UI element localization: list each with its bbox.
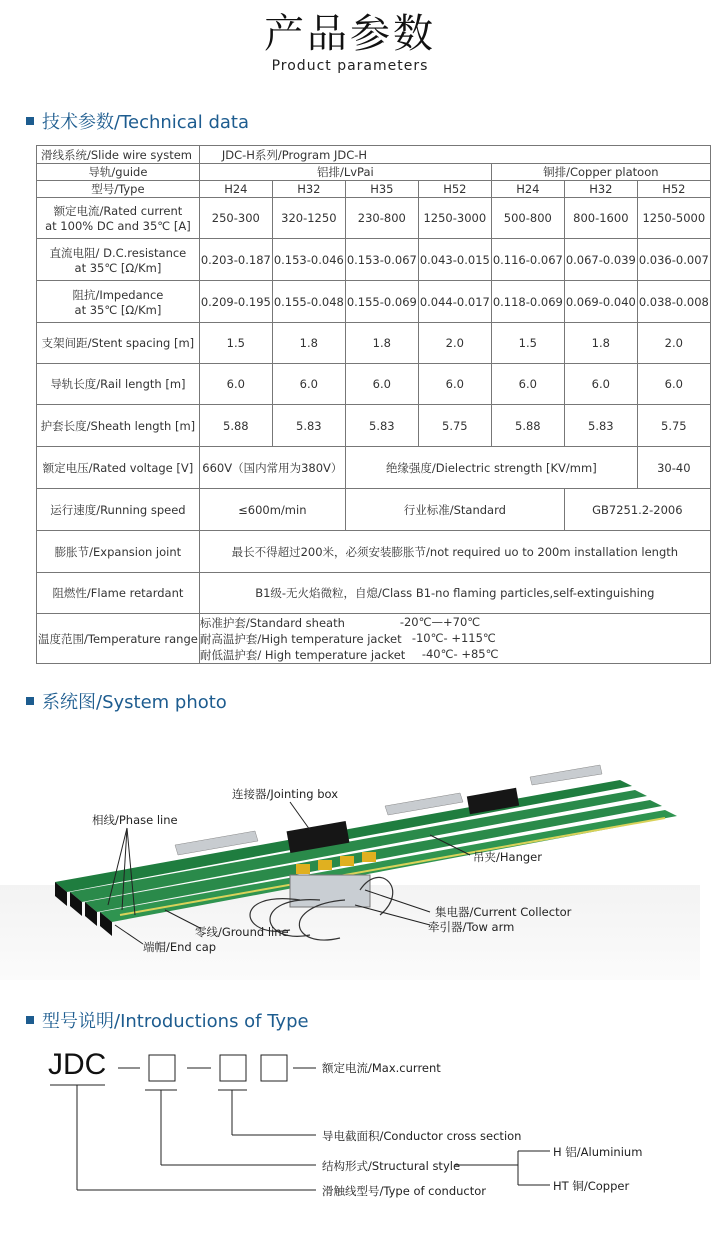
label-current-collector: 集电器/Current Collector — [435, 905, 572, 919]
table-cell: H32 — [272, 181, 345, 198]
table-row — [37, 489, 711, 531]
row-label: at 100% DC and 35℃ [A] — [45, 219, 191, 233]
label-phase-line: 相线/Phase line — [92, 813, 178, 827]
table-cell — [37, 281, 200, 323]
table-cell: 1.8 — [272, 323, 345, 364]
table-cell: H24 — [199, 181, 272, 198]
table-cell: 0.153-0.046 — [272, 239, 345, 281]
table-row — [37, 447, 711, 489]
table-cell: 0.067-0.039 — [564, 239, 637, 281]
table-cell: 0.155-0.069 — [345, 281, 418, 323]
row-label: 直流电阻/ D.C.resistance — [49, 245, 187, 260]
table-cell: 660V（国内常用为380V） — [199, 447, 345, 489]
table-cell: ≤600m/min — [199, 489, 345, 531]
label-tow-arm: 牵引器/Tow arm — [428, 920, 515, 934]
section-technical-data — [26, 108, 249, 134]
table-cell: 2.0 — [418, 323, 491, 364]
table-cell: 1.5 — [491, 323, 564, 364]
bullet-square-icon — [26, 697, 34, 705]
table-cell: 滑线系统/Slide wire system — [37, 146, 200, 164]
technical-data-table — [36, 145, 711, 664]
table-cell: H24 — [491, 181, 564, 198]
table-cell: 0.036-0.007 — [637, 239, 710, 281]
table-row — [37, 573, 711, 614]
row-label: 阻抗/Impedance — [72, 287, 164, 302]
table-cell — [199, 614, 710, 664]
table-cell: 0.153-0.067 — [345, 239, 418, 281]
table-cell: 0.043-0.015 — [418, 239, 491, 281]
table-row — [37, 405, 711, 447]
table-row — [37, 164, 711, 181]
label-ground-line: 零线/Ground line — [195, 925, 289, 939]
table-cell: 5.75 — [418, 405, 491, 447]
table-cell: 230-800 — [345, 198, 418, 239]
table-row — [37, 198, 711, 239]
table-cell: 30-40 — [637, 447, 710, 489]
table-cell: H32 — [564, 181, 637, 198]
row-label: at 35℃ [Ω/Km] — [74, 302, 162, 317]
temp-range: -20℃—+70℃ — [399, 614, 481, 629]
system-photo — [0, 740, 700, 980]
table-cell: 1250-3000 — [418, 198, 491, 239]
page-title: 产品参数 — [264, 11, 436, 57]
label-jointing-box: 连接器/Jointing box — [232, 787, 339, 801]
page-subtitle: Product parameters — [271, 58, 429, 74]
row-label: at 35℃ [Ω/Km] — [74, 260, 162, 275]
label-hanger: 吊夹/Hanger — [473, 850, 542, 864]
label-copper: HT 铜/Copper — [553, 1179, 630, 1193]
temp-range: -10℃- +115℃ — [411, 630, 496, 645]
table-cell: 0.044-0.017 — [418, 281, 491, 323]
label-conductor-cross-section: 导电截面积/Conductor cross section — [322, 1129, 522, 1143]
table-row — [37, 364, 711, 405]
table-cell: H35 — [345, 181, 418, 198]
table-cell: 铜排/Copper platoon — [491, 164, 710, 181]
table-cell: 0.116-0.067 — [491, 239, 564, 281]
table-cell: 0.209-0.195 — [199, 281, 272, 323]
table-cell: 支架间距/Stent spacing [m] — [37, 323, 200, 364]
table-cell: 最长不得超过200米，必须安装膨胀节/not required uo to 200m installation length — [199, 531, 710, 573]
temp-line — [200, 631, 709, 647]
table-cell: 运行速度/Running speed — [37, 489, 200, 531]
type-code-diagram — [0, 1040, 700, 1240]
table-cell: 导轨长度/Rail length [m] — [37, 364, 200, 405]
table-cell: 5.88 — [199, 405, 272, 447]
table-cell: 6.0 — [345, 364, 418, 405]
table-cell: 膨胀节/Expansion joint — [37, 531, 200, 573]
bullet-square-icon — [26, 117, 34, 125]
table-cell — [37, 239, 200, 281]
temp-name: 标准护套/Standard sheath — [199, 615, 345, 630]
table-row — [37, 146, 711, 164]
section-technical-title: 技术参数/Technical data — [42, 112, 249, 133]
table-cell: B1级-无火焰微粒，自熄/Class B1-no flaming particles,self-extinguishing — [199, 573, 710, 614]
table-cell: 额定电压/Rated voltage [V] — [37, 447, 200, 489]
table-cell: 1250-5000 — [637, 198, 710, 239]
section-system-title: 系统图/System photo — [42, 692, 227, 713]
table-cell: 温度范围/Temperature range — [37, 614, 200, 664]
table-cell: 0.118-0.069 — [491, 281, 564, 323]
table-cell: 1.8 — [564, 323, 637, 364]
busbar-illustration — [0, 740, 700, 980]
table-row — [37, 614, 711, 664]
table-cell: 绝缘强度/Dielectric strength [KV/mm] — [345, 447, 637, 489]
table-cell: 护套长度/Sheath length [m] — [37, 405, 200, 447]
table-cell: 阻燃性/Flame retardant — [37, 573, 200, 614]
table-cell: 5.83 — [345, 405, 418, 447]
table-cell: 铝排/LvPai — [199, 164, 491, 181]
table-cell: 行业标准/Standard — [345, 489, 564, 531]
table-cell: 250-300 — [199, 198, 272, 239]
table-cell: 导轨/guide — [37, 164, 200, 181]
table-cell: 5.83 — [564, 405, 637, 447]
label-structural-style: 结构形式/Structural style — [322, 1159, 461, 1173]
table-cell: 0.069-0.040 — [564, 281, 637, 323]
table-cell: 0.038-0.008 — [637, 281, 710, 323]
table-cell: 6.0 — [199, 364, 272, 405]
table-cell: H52 — [418, 181, 491, 198]
table-cell: 2.0 — [637, 323, 710, 364]
label-max-current: 额定电流/Max.current — [322, 1061, 441, 1075]
temp-line — [200, 647, 709, 663]
label-type-of-conductor: 滑触线型号/Type of conductor — [322, 1184, 487, 1198]
temp-range: -40℃- +85℃ — [421, 646, 499, 661]
table-cell: 6.0 — [637, 364, 710, 405]
table-cell: 5.88 — [491, 405, 564, 447]
table-cell: 5.83 — [272, 405, 345, 447]
section-type-title: 型号说明/Introductions of Type — [42, 1011, 309, 1032]
label-aluminium: H 铝/Aluminium — [553, 1145, 643, 1159]
table-cell: JDC-H系列/Program JDC-H — [199, 146, 710, 164]
table-cell: GB7251.2-2006 — [564, 489, 710, 531]
table-cell: 0.155-0.048 — [272, 281, 345, 323]
table-cell: 6.0 — [272, 364, 345, 405]
table-cell: 320-1250 — [272, 198, 345, 239]
section-system-photo — [26, 688, 227, 714]
table-cell: 6.0 — [491, 364, 564, 405]
table-cell: 1.8 — [345, 323, 418, 364]
table-cell: 0.203-0.187 — [199, 239, 272, 281]
table-cell: 500-800 — [491, 198, 564, 239]
table-cell: 1.5 — [199, 323, 272, 364]
table-row — [37, 181, 711, 198]
table-cell: 5.75 — [637, 405, 710, 447]
bullet-square-icon — [26, 1016, 34, 1024]
table-row — [37, 239, 711, 281]
table-cell: 6.0 — [564, 364, 637, 405]
section-type-intro — [26, 1007, 309, 1033]
temp-line — [200, 615, 709, 631]
type-prefix: JDC — [48, 1048, 107, 1081]
table-cell: 型号/Type — [37, 181, 200, 198]
table-row — [37, 531, 711, 573]
row-label: 额定电流/Rated current — [53, 204, 183, 218]
table-row — [37, 323, 711, 364]
table-cell: 6.0 — [418, 364, 491, 405]
temp-name: 耐低温护套/ High temperature jacket — [199, 647, 406, 662]
table-cell: 800-1600 — [564, 198, 637, 239]
table-row — [37, 281, 711, 323]
temp-name: 耐高温护套/High temperature jacket — [199, 631, 402, 646]
label-end-cap: 端帽/End cap — [143, 940, 217, 954]
table-cell — [37, 198, 200, 239]
table-cell: H52 — [637, 181, 710, 198]
